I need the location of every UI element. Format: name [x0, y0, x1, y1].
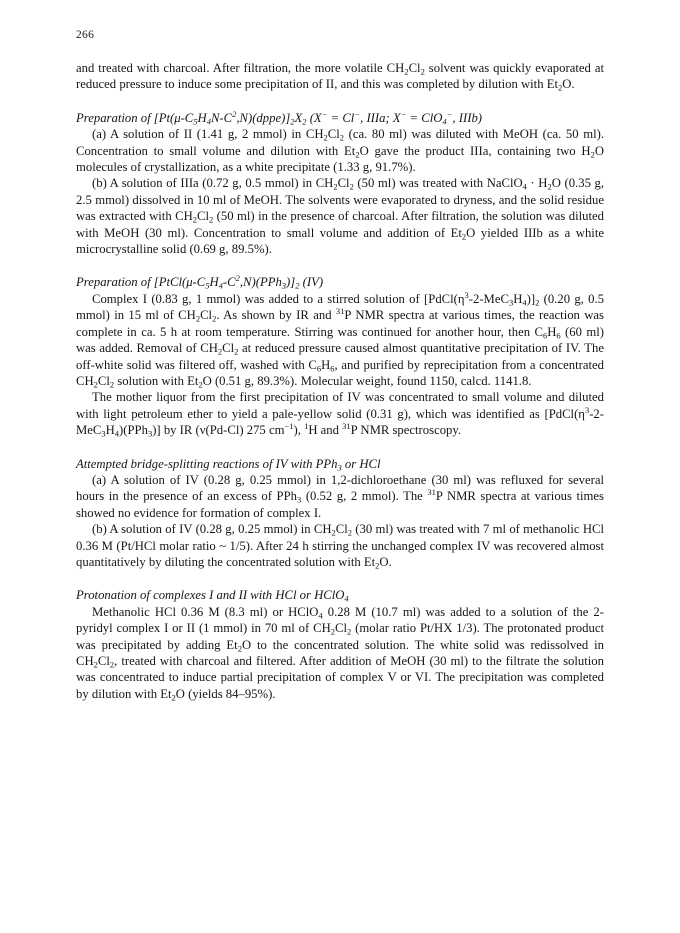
section-heading-protonation: Protonation of complexes I and II with HCl or HClO$_4$ — [76, 588, 349, 604]
paragraph-bridge-b: (b) A solution of IV (0.28 g, 0.25 mmol) in $CH_2Cl_2$ (30 ml) was treated with 7 ml of methanolic HCl 0.36 M (Pt/HCl molar ratio ~ 1/5). After 24 h stirring the unchanged complex IV was recovered almost quantitatively by diluting the concentrated solution with $Et_2O$. — [76, 522, 604, 571]
section-heading-iv: Preparation of $[PtCl(\mu-C_5H_4-C^2,N)(PPh_3)]_2$ (IV) — [76, 273, 324, 291]
section-heading-iiia-iiib: Preparation of $[Pt(\mu-C_5H_4N-C^2,N)(dppe)]_2X_2$ (X− = Cl−, IIIa; X− = ClO$_4$−, IIIb) — [76, 108, 483, 127]
paragraph-iiib-b: (b) A solution of IIIa (0.72 g, 0.5 mmol) in $CH_2Cl_2$ (50 ml) was treated with NaClO$_4$ · $H_2O$ (0.35 g, 2.5 mmol) dissolved in 10 ml of MeOH. The solvents were evaporated to dryness, and the solid residue was extracted with $CH_2Cl_2$ (50 ml) in the presence of charcoal. After filtration, the solution was diluted with MeOH (30 ml). Concentration to small volume and addition of $Et_2O$ yielded IIIb as a white microcrystalline solid (0.69 g, 89.5%). — [76, 176, 605, 257]
section-heading-bridge-splitting: Attempted bridge-splitting reactions of IV with PPh$_3$ or HCl — [76, 456, 381, 473]
paragraph-iv-preparation: Complex I (0.83 g, 1 mmol) was added to a stirred solution of $[PdCl(\eta^3-2-MeC_3H_4)]_2$ (0.20 g, 0.5 mmol) in 15 ml of $CH_2Cl_2$. As shown by IR and $^{31}$P NMR spectra at various times, the reaction was complete in ca. 5 h at room temperature. Stirring was continued for another hour, then $C_6H_6$ (60 ml) was added. Removal of $CH_2Cl_2$ at reduced pressure caused almost quantitative precipitation of IV. The off-white solid was filtered off, washed with $C_6H_6$, and purified by reprecipitation from a concentrated $CH_2Cl_2$ solution with $Et_2O$ (0.51 g, 89.3%). Molecular weight, found 1150, calcd. 1141.8. — [76, 289, 604, 390]
page-number: 266 — [76, 29, 95, 41]
paragraph-bridge-a: (a) A solution of IV (0.28 g, 0.25 mmol) in 1,2-dichloroethane (30 ml) was refluxed for several hours in the presence of an excess of PPh$_3$ (0.52 g, 2 mmol). The $^{31}$P NMR spectra at various times showed no evidence for formation of complex I. — [76, 472, 604, 520]
paragraph-protonation: Methanolic HCl 0.36 M (8.3 ml) or HClO$_4$ 0.28 M (10.7 ml) was added to a solution of the 2-pyridyl complex I or II (1 mmol) in 70 ml of $CH_2Cl_2$ (molar ratio Pt/HX 1/3). The protonated product was precipitated by adding $Et_2O$ to the concentrated solution. The white solid was redissolved in $CH_2Cl_2$, treated with charcoal and filtered. After addition of MeOH (30 ml) to the filtrate the solution was concentrated to induce partial precipitation of complex V or VI. The precipitation was completed by dilution with $Et_2O$ (yields 84–95%). — [76, 604, 604, 703]
paragraph-iiia-a: (a) A solution of II (1.41 g, 2 mmol) in $CH_2Cl_2$ (ca. 80 ml) was diluted with MeOH (ca. 50 ml). Concentration to small volume and dilution with $Et_2O$ gave the product IIIa, containing two $H_2O$ molecules of crystallization, as a white precipitate (1.33 g, 91.7%). — [76, 127, 604, 175]
intro-paragraph: and treated with charcoal. After filtration, the more volatile $CH_2Cl_2$ solvent was quickly evaporated at reduced pressure to induce some precipitation of II, and this was completed by dilution with $Et_2O$. — [76, 61, 605, 93]
paragraph-mother-liquor: The mother liquor from the first precipitation of IV was concentrated to small volume and diluted with light petroleum ether to yield a pale-yellow solid (0.31 g), which was identified as $[PdCl(\eta^3-2-MeC_3H_4)(PPh_3)]$ by IR (ν(Pd-Cl) 275 $cm^{-1}$), $^1$H and $^{31}$P NMR spectroscopy. — [76, 390, 604, 439]
article-body — [76, 60, 604, 702]
